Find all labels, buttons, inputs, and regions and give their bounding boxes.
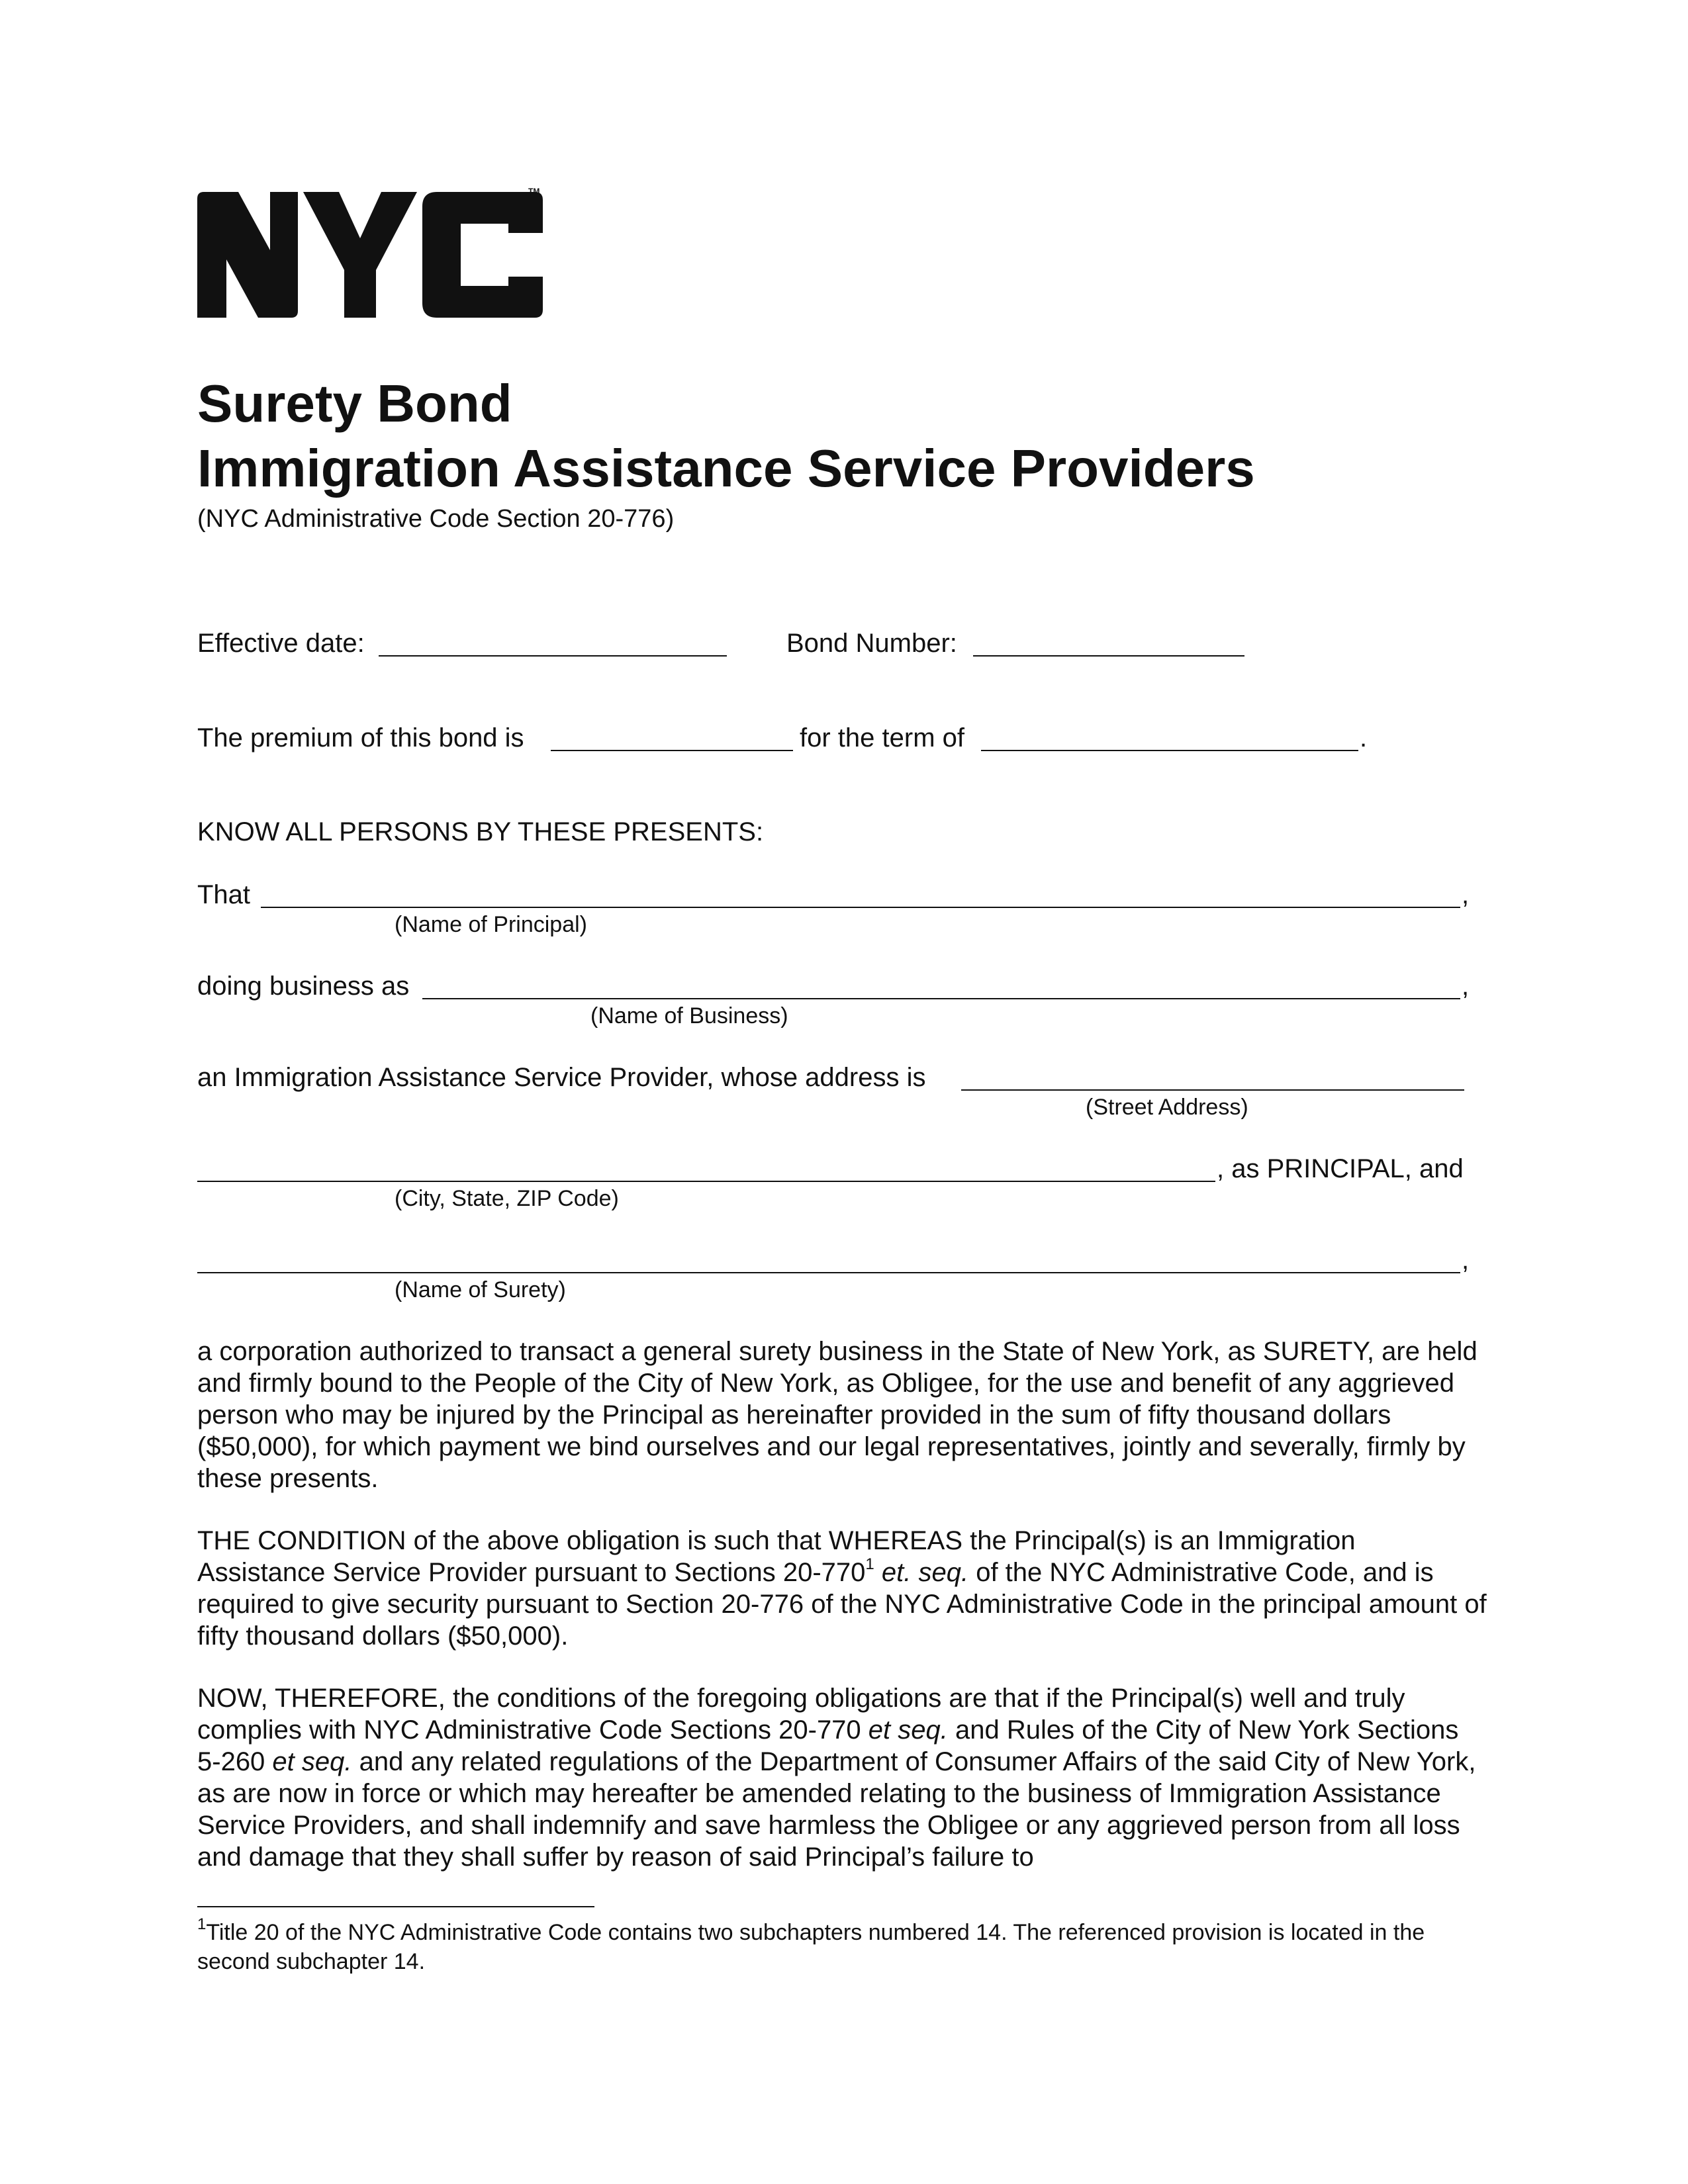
business-comma: , bbox=[1462, 972, 1470, 1001]
effective-date-label: Effective date: bbox=[197, 629, 365, 658]
paragraph-text bbox=[197, 1682, 1488, 1873]
document-title: Surety Bond bbox=[197, 374, 512, 433]
nyc-logo-mark bbox=[197, 192, 548, 318]
paragraph-segment-italic: et seq. bbox=[868, 1715, 948, 1745]
bond-number-field[interactable] bbox=[973, 655, 1244, 657]
footnote-reference[interactable]: 1 bbox=[865, 1555, 874, 1573]
paragraph-text bbox=[197, 1525, 1488, 1652]
paragraph-segment: THE CONDITION of the above obligation is such that WHEREAS the Principal(s) is an Immigration Assistance Service Provider pursuant to Sections 20-770 bbox=[197, 1526, 1356, 1587]
paragraph-surety-binding bbox=[197, 1336, 1488, 1494]
footnote bbox=[197, 1915, 1495, 1976]
paragraph-segment: of the NYC Administrative Code, and is required to give security pursuant to Section 20-776 of the NYC Administrative Code in the principal amount of fifty thousand dollars ($50,000). bbox=[197, 1558, 1487, 1651]
paragraph-segment: and any related regulations of the Department of Consumer Affairs of the said City of New York, as are now in force or which may hereafter be amended relating to the business of Immigration Assistance Service Providers, and shall indemnify and save harmless the Obligee or any aggrieved person from all loss and damage that they shall suffer by reason of said Principal’s failure to bbox=[197, 1747, 1476, 1872]
footnote-text: Title 20 of the NYC Administrative Code contains two subchapters numbered 14. The referenced provision is located in the second subchapter 14. bbox=[197, 1920, 1425, 1974]
street-address-field[interactable] bbox=[961, 1089, 1464, 1091]
footnote-separator bbox=[197, 1906, 594, 1907]
principal-comma: , bbox=[1462, 880, 1470, 909]
principal-caption: (Name of Principal) bbox=[395, 912, 587, 937]
as-principal-text: , as PRINCIPAL, and bbox=[1217, 1154, 1464, 1183]
paragraph-now-therefore bbox=[197, 1682, 1488, 1873]
paragraph-segment: NOW, THEREFORE, the conditions of the foregoing obligations are that if the Principal(s) well and truly complies with NYC Administrative Code Sections 20-770 bbox=[197, 1684, 1405, 1745]
surety-name-field[interactable] bbox=[197, 1272, 1460, 1273]
premium-field[interactable] bbox=[551, 750, 793, 751]
code-section-reference: (NYC Administrative Code Section 20-776) bbox=[197, 505, 675, 533]
know-all-heading: KNOW ALL PERSONS BY THESE PRESENTS: bbox=[197, 817, 764, 846]
term-label: for the term of bbox=[800, 723, 964, 752]
paragraph-segment: and Rules of the City of New York Sections 5-260 bbox=[197, 1715, 1459, 1776]
surety-comma: , bbox=[1462, 1246, 1470, 1275]
city-state-zip-field[interactable] bbox=[197, 1181, 1215, 1182]
that-label: That bbox=[197, 880, 251, 909]
paragraph-segment-italic: et. seq. bbox=[874, 1558, 969, 1587]
street-caption: (Street Address) bbox=[1086, 1095, 1248, 1120]
dba-label: doing business as bbox=[197, 972, 410, 1001]
business-caption: (Name of Business) bbox=[590, 1003, 788, 1028]
term-period: . bbox=[1360, 723, 1368, 752]
principal-name-field[interactable] bbox=[261, 907, 1460, 908]
city-caption: (City, State, ZIP Code) bbox=[395, 1186, 619, 1211]
surety-caption: (Name of Surety) bbox=[395, 1277, 566, 1302]
premium-label: The premium of this bond is bbox=[197, 723, 524, 752]
address-label: an Immigration Assistance Service Provider, whose address is bbox=[197, 1063, 926, 1092]
term-field[interactable] bbox=[981, 750, 1358, 751]
paragraph-text: a corporation authorized to transact a general surety business in the State of New York, as SURETY, are held and firmly bound to the People of the City of New York, as Obligee, for the use and benefit of any aggrieved person who may be injured by the Principal as hereinafter provided in the sum of fifty thousand dollars ($50,000), for which payment we bind ourselves and our legal representatives, jointly and severally, firmly by these presents. bbox=[197, 1337, 1477, 1493]
paragraph-condition bbox=[197, 1525, 1488, 1652]
paragraph-segment-italic: et seq. bbox=[272, 1747, 352, 1776]
footnote-marker: 1 bbox=[197, 1915, 207, 1933]
effective-date-field[interactable] bbox=[379, 655, 727, 657]
business-name-field[interactable] bbox=[422, 998, 1460, 999]
trademark-mark: TM bbox=[528, 187, 540, 196]
nyc-logo bbox=[197, 187, 548, 318]
bond-number-label: Bond Number: bbox=[786, 629, 957, 658]
document-subtitle: Immigration Assistance Service Providers bbox=[197, 439, 1255, 498]
